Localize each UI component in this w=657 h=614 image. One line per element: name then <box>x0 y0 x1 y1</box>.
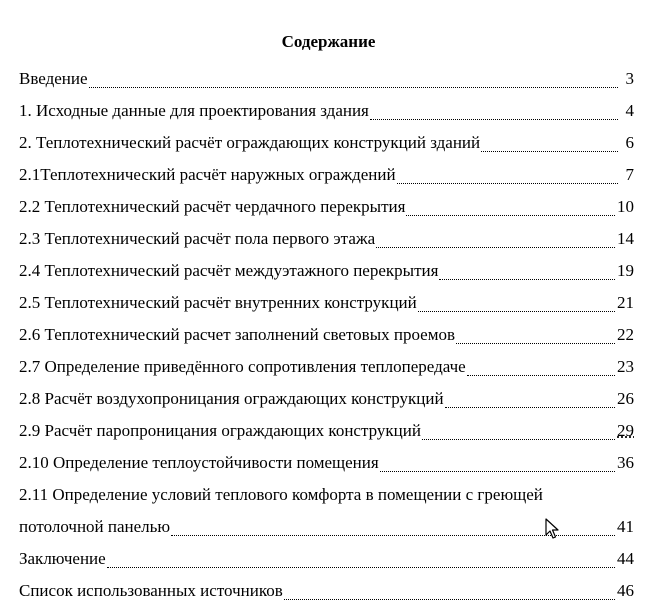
toc-entry-2-2[interactable] <box>19 190 634 222</box>
dot-leader <box>467 375 615 376</box>
toc-entry-text: потолочной панелью <box>19 517 171 536</box>
toc-entry-text: 1. Исходные данные для проектирования здания <box>19 101 369 120</box>
dot-leader <box>107 567 615 568</box>
toc-entry-2-5[interactable] <box>19 286 634 318</box>
dot-leader <box>439 279 615 280</box>
toc-entry-2-7[interactable] <box>19 350 634 382</box>
toc-entry-text: Заключение <box>19 549 106 568</box>
dot-leader <box>481 151 618 152</box>
toc-entry-2-1[interactable] <box>19 158 634 190</box>
toc-entry-introduction[interactable] <box>19 62 634 94</box>
toc-entry-text: 2.8 Расчёт воздухопроницания ограждающих конструкций <box>19 389 444 408</box>
toc-title: Содержание <box>281 32 376 51</box>
toc-page-number: 10 <box>617 197 634 216</box>
toc-entry-conclusion[interactable] <box>19 542 634 574</box>
toc-page-number: 6 <box>625 133 634 152</box>
toc-page-number: 4 <box>625 101 634 120</box>
toc-entry-2-8[interactable] <box>19 382 634 414</box>
toc-page-number: 44 <box>617 549 634 568</box>
toc-entry-text: 2.2 Теплотехнический расчёт чердачного перекрытия <box>19 197 406 216</box>
toc-entry-text: 2.6 Теплотехнический расчет заполнений световых проемов <box>19 325 456 344</box>
toc-entry-text: 2.3 Теплотехнический расчёт пола первого этажа <box>19 229 376 248</box>
toc-page-number: 14 <box>617 229 634 248</box>
dot-leader <box>456 343 615 344</box>
toc-entry-2-9[interactable] <box>19 414 634 446</box>
toc-entry-text: Список использованных источников <box>19 581 283 600</box>
toc-entry-2-11-line1[interactable] <box>19 478 634 510</box>
table-of-contents <box>19 62 634 606</box>
mouse-pointer-icon <box>545 518 559 540</box>
dot-leader <box>445 407 615 408</box>
toc-page-number: 3 <box>625 69 634 88</box>
toc-entry-text: 2.7 Определение приведённого сопротивления теплопередаче <box>19 357 466 376</box>
toc-entry-2[interactable] <box>19 126 634 158</box>
dot-leader <box>380 471 615 472</box>
toc-entry-2-6[interactable] <box>19 318 634 350</box>
toc-page-number: 26 <box>617 389 634 408</box>
toc-page-number: 36 <box>617 453 634 472</box>
toc-page-number: 23 <box>617 357 634 376</box>
toc-entry-2-3[interactable] <box>19 222 634 254</box>
toc-entry-references[interactable] <box>19 574 634 606</box>
dot-leader <box>370 119 618 120</box>
dot-leader <box>284 599 615 600</box>
toc-page-number: 29 <box>617 421 634 440</box>
dot-leader <box>418 311 615 312</box>
toc-entry-text: 2.5 Теплотехнический расчёт внутренних конструкций <box>19 293 417 312</box>
toc-entry-text: 2.11 Определение условий теплового комфорта в помещении с греющей <box>19 485 543 504</box>
dot-leader <box>89 87 618 88</box>
toc-entry-text: 2.4 Теплотехнический расчёт междуэтажного перекрытия <box>19 261 439 280</box>
toc-entry-2-4[interactable] <box>19 254 634 286</box>
dot-leader <box>397 183 618 184</box>
toc-page-number: 22 <box>617 325 634 344</box>
toc-entry-2-10[interactable] <box>19 446 634 478</box>
toc-page-number: 21 <box>617 293 634 312</box>
toc-entry-text: 2.1Теплотехнический расчёт наружных ограждений <box>19 165 396 184</box>
toc-page-number: 41 <box>617 517 634 536</box>
toc-entry-1[interactable] <box>19 94 634 126</box>
dot-leader <box>422 439 615 440</box>
toc-entry-text: 2.10 Определение теплоустойчивости помещения <box>19 453 379 472</box>
dot-leader <box>376 247 615 248</box>
toc-entry-text: 2.9 Расчёт паропроницания ограждающих конструкций <box>19 421 421 440</box>
toc-page-number: 7 <box>625 165 634 184</box>
toc-entry-2-11-line2[interactable] <box>19 510 634 542</box>
toc-page-number: 19 <box>617 261 634 280</box>
toc-page-number: 46 <box>617 581 634 600</box>
toc-entry-text: 2. Теплотехнический расчёт ограждающих конструкций зданий <box>19 133 481 152</box>
toc-entry-text: Введение <box>19 69 88 88</box>
dot-leader <box>406 215 615 216</box>
